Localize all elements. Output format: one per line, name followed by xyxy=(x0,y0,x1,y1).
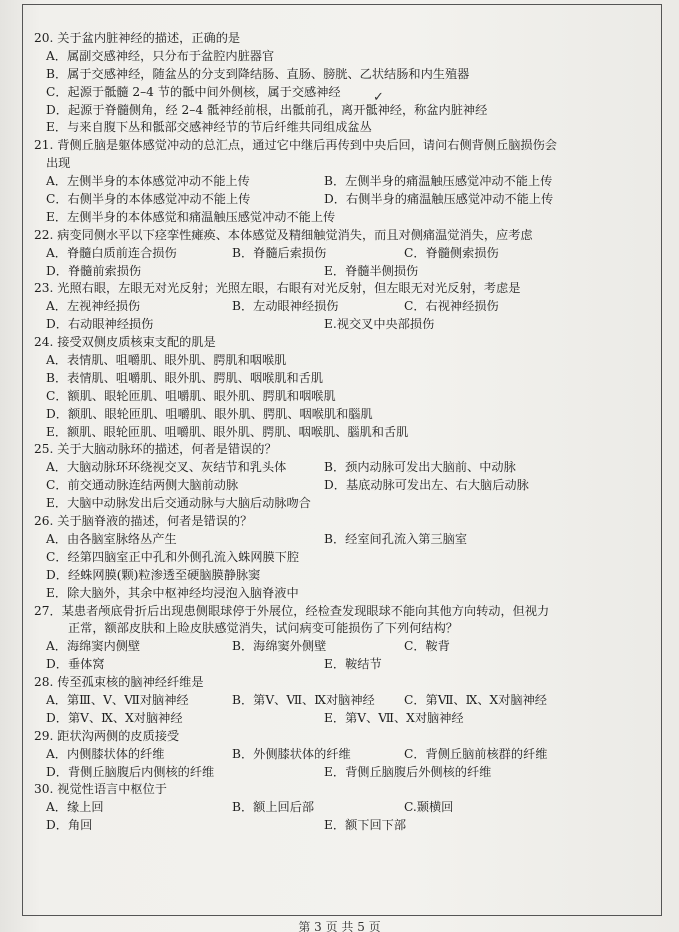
option-row xyxy=(34,263,664,281)
option-row xyxy=(34,102,664,120)
answer-option[interactable]: B．经室间孔流入第三脑室 xyxy=(324,531,468,546)
answer-option[interactable]: D．背侧丘脑腹后内侧核的纤维 xyxy=(46,764,215,779)
answer-option[interactable]: C．经第四脑室正中孔和外侧孔流入蛛网膜下腔 xyxy=(46,549,300,564)
option-row xyxy=(34,66,664,84)
question-stem-continued: 出现 xyxy=(46,156,71,171)
answer-option[interactable]: B．额上回后部 xyxy=(232,800,315,815)
option-row xyxy=(34,84,664,102)
pen-tick-mark: ✓ xyxy=(373,90,384,105)
answer-option[interactable]: D．角回 xyxy=(46,818,93,833)
question-stem: 20. 关于盆内脏神经的描述，正确的是 xyxy=(34,31,241,45)
question-stem: 25. 关于大脑动脉环的描述，何者是错误的？ xyxy=(34,442,277,457)
answer-option[interactable]: E.视交叉中央部损伤 xyxy=(324,317,435,332)
option-row xyxy=(34,209,664,227)
answer-option[interactable]: C．起源于骶髓 2–4 节的骶中间外侧核，属于交感神经 xyxy=(46,84,341,99)
option-row xyxy=(34,585,664,603)
page-footer: 第 3 页 共 5 页 xyxy=(298,920,381,932)
answer-option[interactable]: D．第Ⅴ、Ⅸ、Ⅹ对脑神经 xyxy=(46,710,183,725)
option-row xyxy=(34,477,664,495)
answer-option[interactable]: D．经蛛网膜(颗)粒渗透至硬脑膜静脉窦 xyxy=(46,567,261,582)
answer-option[interactable]: B．属于交感神经，随盆丛的分支到降结肠、直肠、膀胱、乙状结肠和内生殖器 xyxy=(46,66,470,81)
answer-option[interactable]: E．第Ⅴ、Ⅶ、Ⅹ对脑神经 xyxy=(324,710,464,725)
answer-option[interactable]: A．左侧半身的本体感觉冲动不能上传 xyxy=(46,174,250,189)
answer-option[interactable]: A．脊髓白质前连合损伤 xyxy=(46,245,177,260)
answer-option[interactable]: D．基底动脉可发出左、右大脑后动脉 xyxy=(324,478,529,493)
answer-option[interactable]: A．海绵窦内侧壁 xyxy=(46,639,141,654)
answer-option[interactable]: A．大脑动脉环环绕视交叉、灰结节和乳头体 xyxy=(46,460,287,475)
question-stem: 26. 关于脑脊液的描述，何者是错误的？ xyxy=(34,514,253,529)
option-row xyxy=(34,119,664,137)
option-row xyxy=(34,424,664,442)
answer-option[interactable]: C．脊髓侧索损伤 xyxy=(404,245,499,260)
answer-option[interactable]: A．属副交感神经，只分布于盆腔内脏器官 xyxy=(46,48,275,63)
question-stem: 27．某患者颅底骨折后出现患侧眼球停于外展位，经检查发现眼球不能向其他方向转动，但视力 xyxy=(34,603,550,618)
answer-option[interactable]: E．脊髓半侧损伤 xyxy=(324,263,419,278)
answer-option[interactable]: E．大脑中动脉发出后交通动脉与大脑后动脉吻合 xyxy=(46,496,311,511)
answer-option[interactable]: C．额肌、眼轮匝肌、咀嚼肌、眼外肌、腭肌和咽喉肌 xyxy=(46,388,336,403)
answer-option[interactable]: C．背侧丘脑前核群的纤维 xyxy=(404,746,548,761)
answer-option[interactable]: B．外侧膝状体的纤维 xyxy=(232,746,351,761)
option-row xyxy=(34,173,664,191)
answer-option[interactable]: C．右视神经损伤 xyxy=(404,299,499,314)
option-row xyxy=(34,710,664,728)
option-row xyxy=(34,799,664,817)
option-row xyxy=(34,370,664,388)
option-row xyxy=(34,191,664,209)
answer-option[interactable]: D．脊髓前索损伤 xyxy=(46,263,142,278)
answer-option[interactable]: E．鞍结节 xyxy=(324,657,382,672)
answer-option[interactable]: B．左动眼神经损伤 xyxy=(232,299,339,314)
option-row xyxy=(34,692,664,710)
option-row xyxy=(34,746,664,764)
answer-option[interactable]: A．第Ⅲ、Ⅴ、Ⅶ对脑神经 xyxy=(46,692,189,707)
answer-option[interactable]: A．左视神经损伤 xyxy=(46,299,141,314)
option-row xyxy=(34,298,664,316)
answer-option[interactable]: E．额肌、眼轮匝肌、咀嚼肌、眼外肌、腭肌、咽喉肌、腦肌和舌肌 xyxy=(46,424,409,439)
question-stem: 30. 视觉性语言中枢位于 xyxy=(34,782,167,797)
question-stem-continued: 正常，额部皮肤和上睑皮肤感觉消失，试问病变可能损伤了下列何结构？ xyxy=(68,621,458,636)
question-stem: 28. 传至孤束核的脑神经纤维是 xyxy=(34,675,204,690)
answer-option[interactable]: A．内侧膝状体的纤维 xyxy=(46,746,165,761)
option-row xyxy=(34,567,664,585)
answer-option[interactable]: D．起源于脊髓侧角，经 2–4 骶神经前根，出骶前孔，离开骶神经，称盆内脏神经 xyxy=(46,102,488,117)
answer-option[interactable]: C．第Ⅶ、Ⅸ、Ⅹ对脑神经 xyxy=(404,692,547,707)
question-stem: 29. 距状沟两侧的皮质接受 xyxy=(34,728,180,743)
answer-option[interactable]: D．右动眼神经损伤 xyxy=(46,317,154,332)
answer-option[interactable]: B．表情肌、咀嚼肌、眼外肌、腭肌、咽喉肌和舌肌 xyxy=(46,370,324,385)
answer-option[interactable]: D．垂体窝 xyxy=(46,657,105,672)
option-row xyxy=(34,495,664,513)
answer-option[interactable]: D．额肌、眼轮匝肌、咀嚼肌、眼外肌、腭肌、咽喉肌和腦肌 xyxy=(46,406,373,421)
answer-option[interactable]: C．前交通动脉连结两侧大脑前动脉 xyxy=(46,478,239,493)
question-list xyxy=(34,30,664,835)
question-stem: 21. 背侧丘脑是躯体感觉冲动的总汇点，通过它中继后再传到中央后回，请问右侧背侧丘脑损伤会 xyxy=(34,138,557,153)
option-row xyxy=(34,764,664,782)
answer-option[interactable]: A．缘上回 xyxy=(46,800,104,815)
option-row xyxy=(34,656,664,674)
answer-option[interactable]: E．背侧丘脑腹后外侧核的纤维 xyxy=(324,764,492,779)
answer-option[interactable]: B．海绵窦外侧壁 xyxy=(232,639,327,654)
answer-option[interactable]: E．左侧半身的本体感觉和痛温触压感觉冲动不能上传 xyxy=(46,209,336,224)
option-row xyxy=(34,388,664,406)
answer-option[interactable]: E．额下回下部 xyxy=(324,818,407,833)
option-row xyxy=(34,245,664,263)
option-row xyxy=(34,638,664,656)
option-row xyxy=(34,48,664,66)
answer-option[interactable]: C．鞍背 xyxy=(404,639,450,654)
option-row xyxy=(34,352,664,370)
option-row xyxy=(34,531,664,549)
answer-option[interactable]: B．左侧半身的痛温触压感觉冲动不能上传 xyxy=(324,174,553,189)
answer-option[interactable]: C.颞横回 xyxy=(404,800,454,815)
answer-option[interactable]: A．由各脑室脉络丛产生 xyxy=(46,531,177,546)
option-row xyxy=(34,459,664,477)
answer-option[interactable]: A．表情肌、咀嚼肌、眼外肌、腭肌和咽喉肌 xyxy=(46,353,287,368)
option-row xyxy=(34,549,664,567)
option-row xyxy=(34,817,664,835)
answer-option[interactable]: D．右侧半身的痛温触压感觉冲动不能上传 xyxy=(324,192,554,207)
answer-option[interactable]: B．脊髓后索损伤 xyxy=(232,245,327,260)
question-stem: 22. 病变同侧水平以下痉挛性瘫痪、本体感觉及精细触觉消失，而且对侧痛温觉消失，应考虑 xyxy=(34,227,533,242)
answer-option[interactable]: C．右侧半身的本体感觉冲动不能上传 xyxy=(46,192,251,207)
option-row xyxy=(34,406,664,424)
answer-option[interactable]: B．第Ⅴ、Ⅶ、Ⅸ对脑神经 xyxy=(232,692,375,707)
answer-option[interactable]: E．除大脑外，其余中枢神经均浸泡入脑脊液中 xyxy=(46,585,299,600)
answer-option[interactable]: E．与来自腹下丛和骶部交感神经节的节后纤维共同组成盆丛 xyxy=(46,120,372,135)
option-row xyxy=(34,316,664,334)
question-stem: 23. 光照右眼，左眼无对光反射；光照左眼，右眼有对光反射，但左眼无对光反射，考虑是 xyxy=(34,281,521,296)
question-stem: 24. 接受双侧皮质核束支配的肌是 xyxy=(34,335,216,350)
answer-option[interactable]: B．颈内动脉可发出大脑前、中动脉 xyxy=(324,460,516,475)
